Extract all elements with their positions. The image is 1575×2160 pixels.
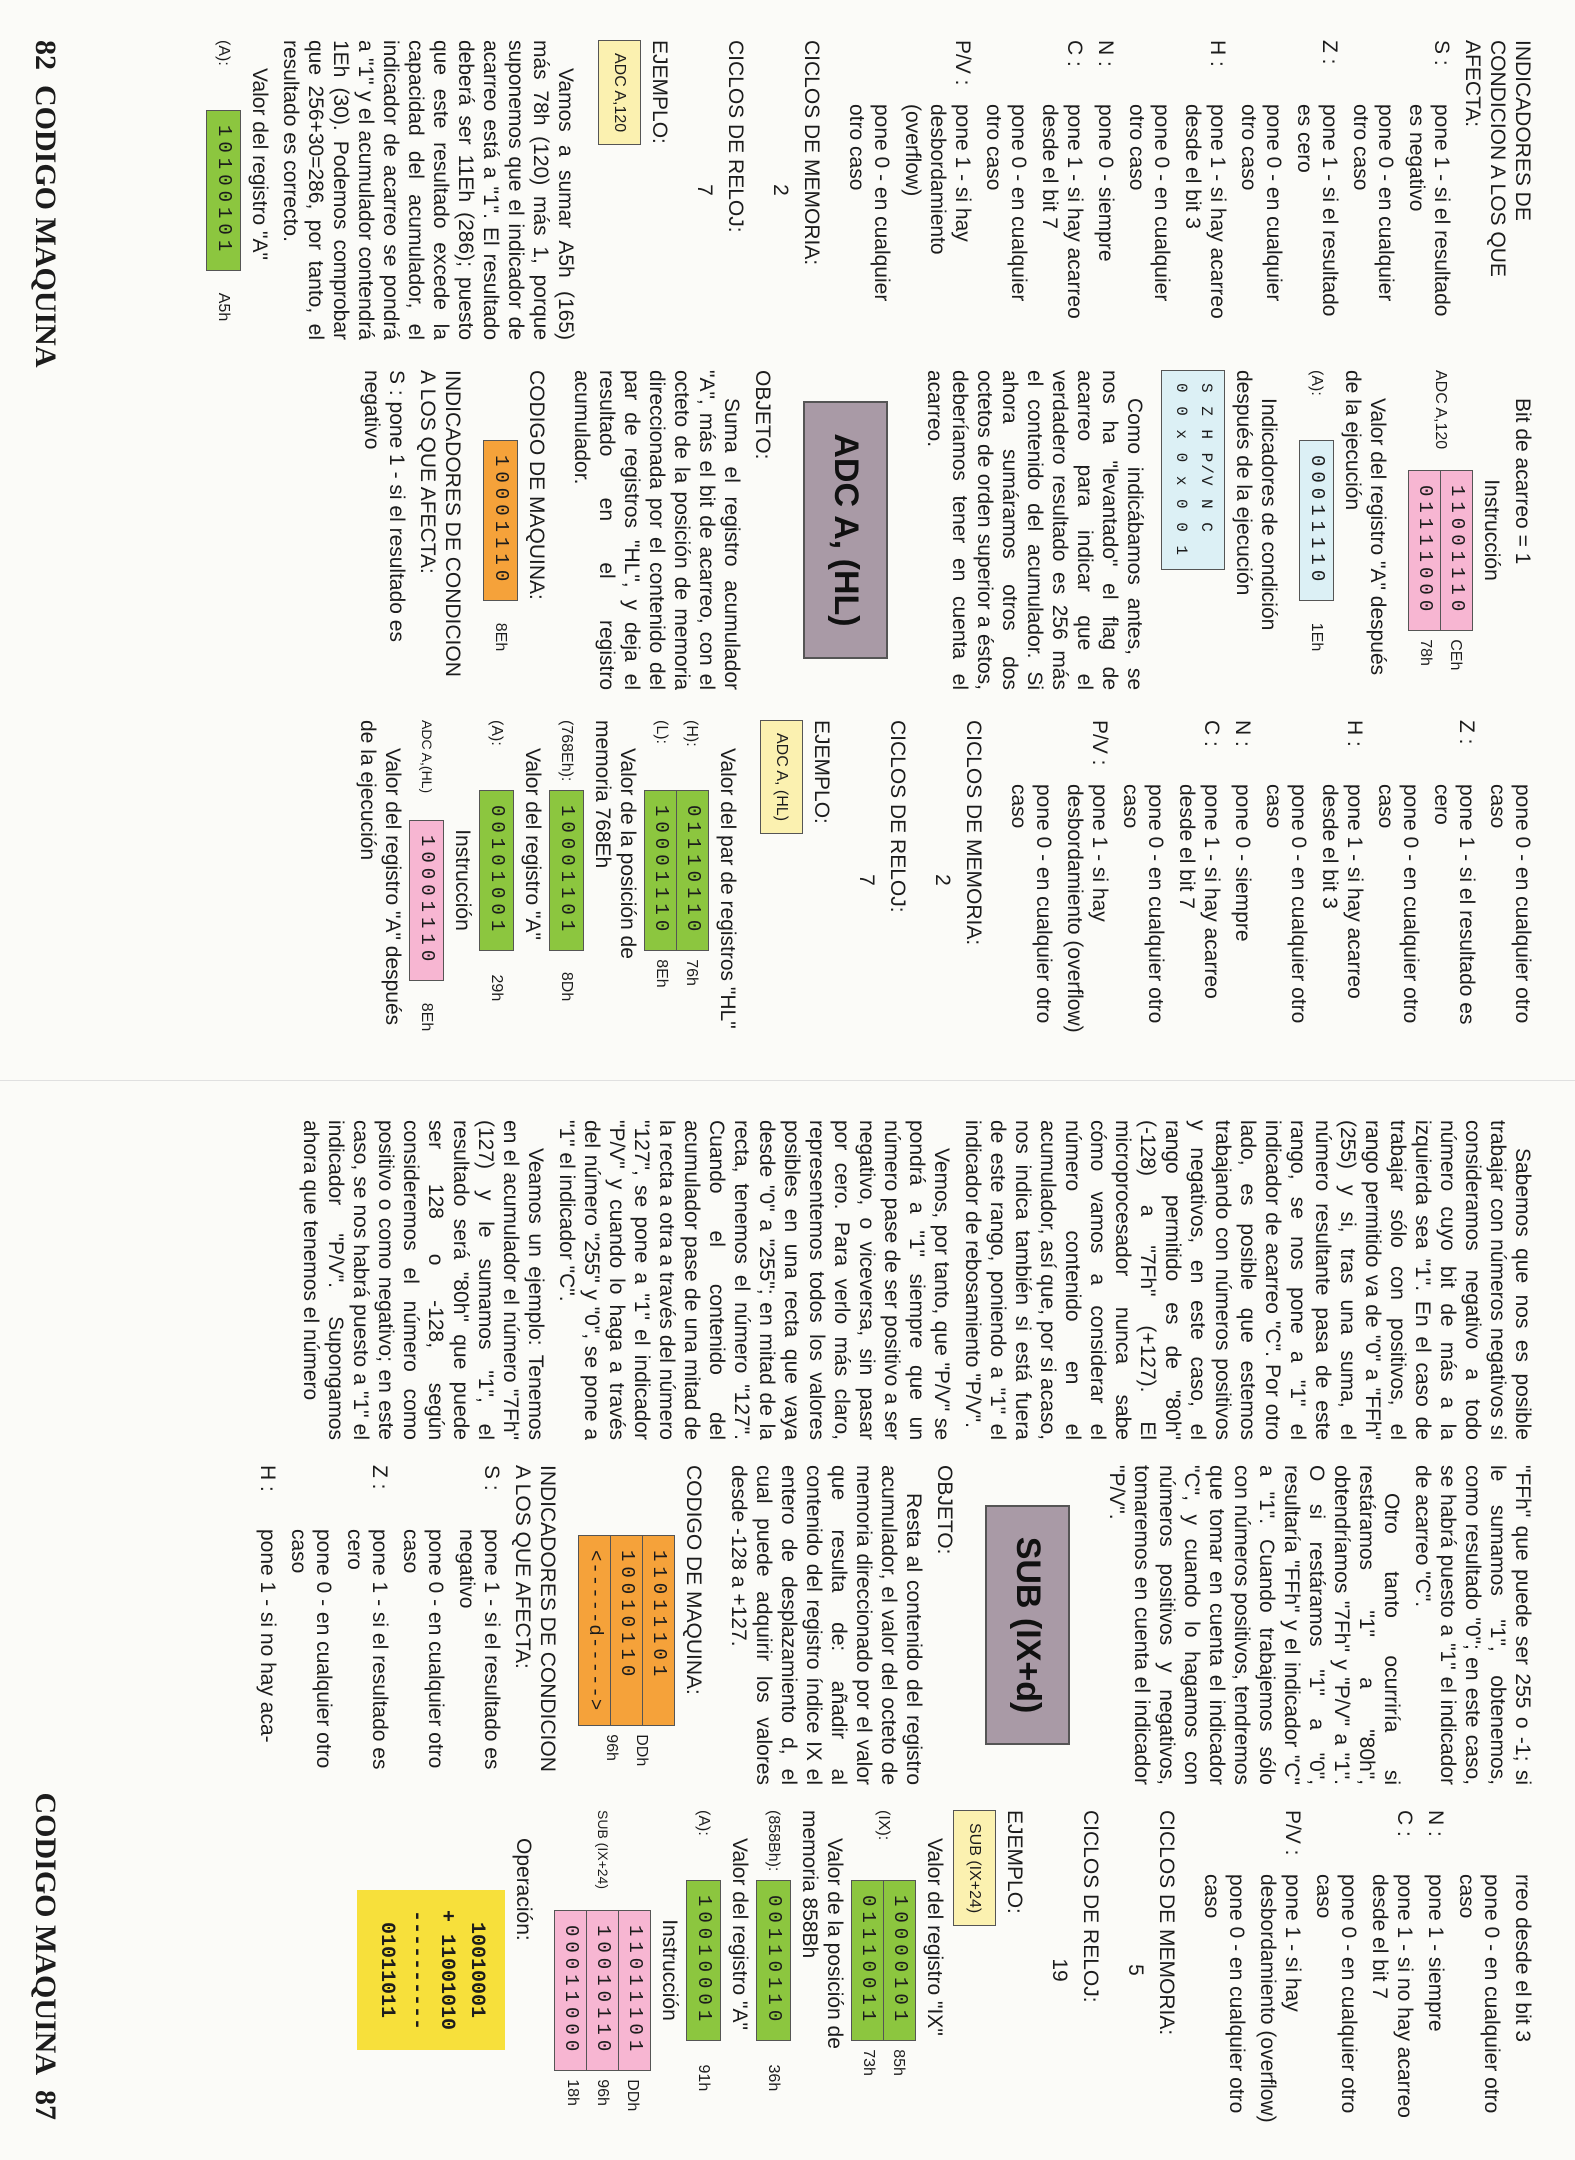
body-text-4: "FFh" que puede ser 255 o -1; si le sumamos "1", obtenemos, como resultado "0"; en este caso, se habrá puesto a "1" el indicador de acarreo "C". — [1411, 1465, 1534, 1785]
page-87 — [0, 1080, 1575, 2160]
flag-z: Z : pone 1 - si el resultado es cero pone 0 - en cualquier otro caso — [1237, 40, 1341, 317]
a-caption: Valor del registro "A" — [728, 1838, 751, 2030]
flag-s: S : pone 1 - si el resultado es negativo pone 0 - en cualquier otro caso — [1349, 40, 1453, 317]
after-caption: Valor del registro "A" después de la ejecución — [1341, 370, 1389, 676]
flag-n: N : pone 0 - siempre — [1094, 40, 1117, 262]
flag-s: S : pone 1 - si el resultado es negativo pone 0 - en cualquier otro caso — [399, 1465, 503, 1770]
running-title: CODIGO MAQUINA — [29, 1792, 62, 2075]
reg-a-bits: 10100101 — [206, 110, 241, 271]
a-row: (A): 00101001 29h — [479, 720, 514, 1040]
mem-bits: 10001101 — [549, 790, 584, 951]
op-caption: Operación: — [512, 1838, 535, 1941]
flag-h: H : pone 1 - si hay acarreo desde el bit 3 pone 0 - en cualquier otro caso — [1125, 40, 1229, 319]
instr-bits: 11001110 01111000 — [1408, 470, 1473, 631]
flag-pv: P/V : pone 1 - si hay desbordamiento (overflow) pone 0 - en cualquier otro caso — [1007, 720, 1111, 1033]
mem-cycles-value: 2 — [931, 874, 954, 886]
page-number: 87 — [29, 2090, 62, 2120]
instr-bits: 10001110 — [409, 820, 444, 981]
clock-cycles-value: 19 — [1048, 1958, 1071, 1982]
flag-s-alt: pone 0 - en cualquier otro caso — [1486, 784, 1534, 1024]
example-text: Vamos a sumar A5h (165) más 78h (120) más 1, porque suponemos que el indicador de acarreo está a "1". El resultado deberá ser 11Eh (286); puesto que este resultado excede la capacidad del acumulador, el indicador de acarreo se pondrá a "1" y el acumulador contendrá 1Eh (30). Podemos comprobar que 256+30=286, por tanto, el resultado es correcto. — [279, 40, 577, 340]
flag-pv: P/V : pone 1 - si hay desbordamiento (overflow) pone 0 - en cualquier otro caso — [1200, 1810, 1304, 2123]
instr-bits: 11011101 10010110 00011000 — [554, 1910, 651, 2071]
left-col-1 — [202, 40, 1535, 340]
clock-cycles-label: CICLOS DE RELOJ: — [1079, 1810, 1102, 2003]
page-number: 82 — [29, 40, 62, 70]
objeto-text: Suma el registro acumulador "A", más el bit de acarreo, con el octeto de la posición de memoria direccionada por el contenido del par de registros "HL", y deja el resultado en el registro acumulador. — [570, 370, 743, 690]
hl-bits: 01110110 10001110 — [644, 790, 709, 951]
a-caption: Valor del registro "A" — [521, 748, 544, 940]
codigo-row: 11011101 10010110 <-----d-----> DDh 96h — [578, 1465, 675, 1785]
carry-line: Bit de acarreo = 1 — [1511, 398, 1534, 565]
instruction-title: ADC A, (HL) — [803, 401, 888, 658]
a-bits: 00101001 — [479, 790, 514, 951]
example-label: EJEMPLO: — [648, 40, 671, 144]
flag-s-2: S : pone 1 - si el resultado es negativo — [360, 370, 408, 642]
flag-h: H : pone 1 - si hay acarreo desde el bit 3 pone 0 - en cualquier otro caso — [1262, 720, 1366, 1024]
left-col-3 — [349, 720, 1535, 1040]
right-col-2 — [249, 1465, 1535, 1785]
mem-cycles-label: CICLOS DE MEMORIA: — [800, 40, 823, 266]
mem-cycles-value: 5 — [1124, 1964, 1147, 1976]
body-text-1: Sabemos que nos es posible trabajar con números negativos si consideramos negativo a todo número cuyo bit de más a la izquierda sea "1". En el caso de trabajar sólo con positivos, el rango permitido va de "0" a "FFh" (255) y si, tras una suma, el número resultante pasa de este rango, se nos pone a "1" el indicador de acarreo "C". Por otro lado, es posible que estemos trabajando con números positivos y negativos, en este caso, el rango permitido es de "80h" (-128) a "7Fh" (+127). El microprocesador nunca sabe cómo vamos a considerar el número contenido en el acumulador, así que, por si acaso, nos indica también si está fuera de este rango, poniendo a "1" el indicador de rebosamiento "P/V". — [961, 1120, 1534, 1440]
flag-h-alt: pone 0 - en cualquier otro caso — [1455, 1874, 1503, 2114]
codigo-label: CODIGO DE MAQUINA: — [682, 1465, 705, 1695]
flag-c: C : pone 1 - si no hay acarreo desde el bit 7 pone 0 - en cualquier otro caso — [1312, 1810, 1416, 2118]
mem-cycles-label: CICLOS DE MEMORIA: — [1155, 1810, 1178, 2036]
instruction-label: Instrucción — [1480, 479, 1503, 581]
hl-row: (H): (L): 01110110 10001110 76h 8Eh — [644, 720, 709, 1040]
ix-caption: Valor del registro "IX" — [923, 1838, 946, 2036]
mem-bits: 00110110 — [756, 1880, 791, 2041]
instr-row: SUB (IX+24) 11011101 10010110 00011000 DDh 96h 18h — [554, 1810, 651, 2130]
example-label: EJEMPLO: — [1003, 1810, 1026, 1914]
flags-heading: INDICADORES DE CONDICION A LOS QUE AFECTA: — [511, 1465, 559, 1772]
clock-cycles-label: CICLOS DE RELOJ: — [724, 40, 747, 233]
flags-register: S Z H P/V N C 0 0 x 0 x 0 0 1 — [1161, 370, 1225, 570]
flag-n: N : pone 1 - siempre — [1424, 1810, 1447, 2032]
flag-c: C : pone 1 - si hay acarreo desde el bit 7 pone 0 - en cualquier otro caso — [1119, 720, 1223, 1024]
objeto-text: Resta al contenido del registro acumulador, el valor del octeto de memoria direccionado por el valor que resulta de: añadir al contenido del registro índice IX el entero de desplazamiento d, el cual puede adquirir los valores desde -128 a +127. — [727, 1465, 925, 1785]
mem-caption: Valor de la posición de memoria 768Eh — [591, 720, 639, 959]
left-col-2 — [353, 370, 1535, 690]
clock-cycles-value: 7 — [855, 874, 878, 886]
ix-row: (IX): 10000101 01110011 85h 73h — [851, 1810, 916, 2130]
objeto-label: OBJETO: — [751, 370, 774, 460]
instruction-title: SUB (IX+d) — [985, 1505, 1070, 1746]
flags-heading-2: INDICADORES DE CONDICION A LOS QUE AFECTA: — [416, 370, 464, 677]
reg-a-row: (A): 10100101 A5h — [206, 40, 241, 340]
running-title: CODIGO MAQUINA — [29, 85, 62, 368]
after-caption: Valor del registro "A" después de la ejecución — [356, 720, 404, 1026]
hl-caption: Valor del par de registros "HL" — [716, 748, 739, 1029]
carry-note: Como indicábamos antes, se nos ha "levantado" el flag de acarreo para indicar que el verdadero resultado es 256 más el contenido del acumulador. Si ahora sumáramos otros dos octetos de orden superior a éstos, deberíamos tener en cuenta el acarreo. — [923, 370, 1146, 690]
after-bits: 00011110 — [1299, 440, 1334, 601]
body-text-2: Vemos, por tanto, que "P/V" se pondrá a "1" siempre que un número pase de ser positivo a ser negativo, o viceversa, sin pasar por cero. Para verlo más claro, representemos todos los valores posibles en una recta que vaya desde "0" a "255"; en mitad de la recta, tenemos el número "127". Cuando el contenido del acumulador pase de una mitad de la recta a otra a través del número "127", se pone a "1" el indicador "P/V" y cuando lo haga a través del número "255" y "0", se pone a "1" el indicador "C". — [555, 1120, 953, 1440]
mem-cycles-label: CICLOS DE MEMORIA: — [962, 720, 985, 946]
flag-pv: P/V : pone 1 - si hay desbordamiento (overflow) pone 0 - en cualquier otro caso — [845, 40, 974, 302]
mem-caption: Valor de la posición de memoria 858Bh — [798, 1810, 846, 2049]
flags-heading: INDICADORES DE CONDICION A LOS QUE AFECTA: — [1461, 40, 1534, 277]
instr-caption: Instrucción — [451, 829, 474, 931]
body-text-3: Veamos un ejemplo: Tenemos en el acumulador el número "7Fh" (127) y le sumamos "1", el resultado será "80h" que puede ser 128 o -128, según consideremos el número como positivo o como negativo; en este caso, se nos habrá puesto a "1" el indicador "P/V". Supongamos ahora que tenemos el número — [299, 1120, 547, 1440]
page-footer-87 — [28, 1793, 62, 2121]
flag-h-cont: rreo desde el bit 3 — [1511, 1874, 1534, 2043]
ix-bits: 10000101 01110011 — [851, 1880, 916, 2041]
flag-c: C : pone 1 - si hay acarreo desde el bit 7 pone 0 - en cualquier otro caso — [982, 40, 1086, 319]
instr-row: ADC A,(HL) 10001110 8Eh — [409, 720, 444, 1040]
example-label: EJEMPLO: — [810, 720, 833, 824]
right-col-3 — [357, 1810, 1535, 2130]
flag-z: Z : pone 1 - si el resultado es cero pone 0 - en cualquier otro caso — [1374, 720, 1478, 1025]
mem-row: (768Eh): 10001101 8Dh — [549, 720, 584, 1040]
clock-cycles-label: CICLOS DE RELOJ: — [886, 720, 909, 913]
mem-cycles-value: 2 — [769, 184, 792, 196]
a-bits: 10010001 — [686, 1880, 721, 2041]
flags-caption: Indicadores de condición después de la ejecución — [1232, 370, 1280, 631]
flag-z: Z : pone 1 - si el resultado es cero pone 0 - en cualquier otro caso — [287, 1465, 391, 1770]
reg-a-caption: Valor del registro "A" — [248, 68, 271, 260]
codigo-row: 10001110 8Eh — [483, 370, 518, 690]
codigo-bits: 11011101 10010110 <-----d-----> — [578, 1535, 675, 1726]
operation-box: 10010001 + 11001010 ---------- 01011011 — [357, 1890, 505, 2050]
mem-row: (858Bh): 00110110 36h — [756, 1810, 791, 2130]
instr-row: ADC A,120 11001110 01111000 CEh 78h — [1408, 370, 1473, 690]
objeto-label: OBJETO: — [933, 1465, 956, 1555]
right-col-1 — [292, 1120, 1535, 1440]
example-box: ADC A,120 — [598, 40, 641, 145]
example-box: SUB (IX+24) — [953, 1810, 996, 1926]
clock-cycles-value: 7 — [693, 184, 716, 196]
body-text-5: Otro tanto ocurriría si restáramos "1" a "80h", obtendríamos "7Fh" y "P/V" a "1". O si restáramos "1" a "0", resultaría "FFh" y el indicador "C" a "1". Cuando trabajemos sólo con números positivos, tendremos que tomar en cuenta el indicador "C", y cuando lo hagamos con números positivos y negativos, tomaremos en cuenta el indicador "P/V". — [1105, 1465, 1403, 1785]
codigo-label: CODIGO DE MAQUINA: — [525, 370, 548, 600]
codigo-bits: 10001110 — [483, 440, 518, 601]
after-row: (A): 00011110 1Eh — [1299, 370, 1334, 690]
a-row: (A): 10010001 91h — [686, 1810, 721, 2130]
flag-h: H : pone 1 - si no hay aca- — [256, 1465, 279, 1743]
example-box: ADC A, (HL) — [760, 720, 803, 834]
flag-n: N : pone 0 - siempre — [1231, 720, 1254, 942]
instr-caption: Instrucción — [658, 1919, 681, 2021]
page-footer-82 — [28, 40, 62, 368]
